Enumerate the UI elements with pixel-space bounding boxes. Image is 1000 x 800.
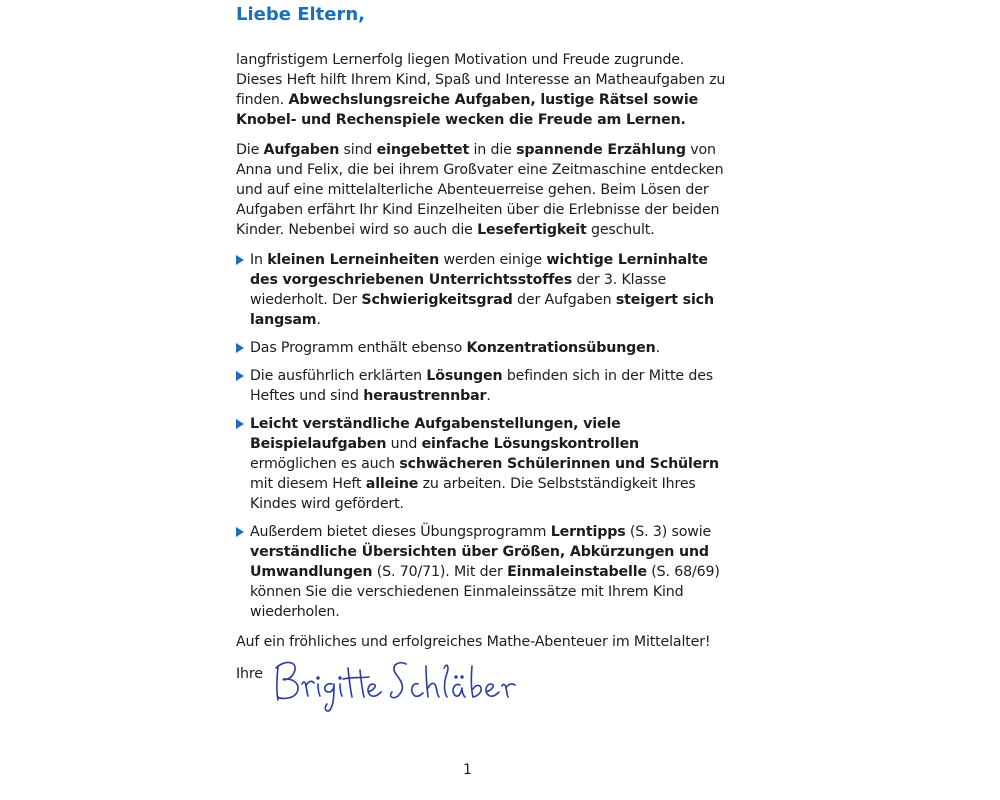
bold-segment: kleinen Lerneinheiten xyxy=(267,252,440,268)
list-item xyxy=(236,250,726,330)
bold-segment: steigert sich langsam xyxy=(250,292,714,328)
bold-segment: einfache Lösungskontrollen xyxy=(421,436,639,452)
bold-segment: Schwierigkeitsgrad xyxy=(361,292,513,308)
bold-segment: Lesefertigkeit xyxy=(477,222,587,238)
list-item xyxy=(236,522,726,622)
text-segment: werden einige xyxy=(439,252,547,268)
bold-segment: Lösungen xyxy=(426,368,503,384)
bold-segment: spannende Erzählung xyxy=(516,142,686,158)
text-segment: (S. 68/69) können Sie die verschiedenen Einmaleinssätze mit Ihrem Kind wiederholen. xyxy=(250,564,720,620)
bold-segment: Konzentrationsübungen xyxy=(466,340,656,356)
story-paragraph xyxy=(236,140,726,240)
page-heading: Liebe Eltern, xyxy=(236,4,366,25)
bold-segment: Einmaleinstabelle xyxy=(507,564,647,580)
bold-segment: Lerntipps xyxy=(550,524,626,540)
bold-segment: alleine xyxy=(365,476,419,492)
bold-segment: Leicht verständliche Aufgabenstellungen, viele Beispielaufgaben xyxy=(250,416,621,452)
text-segment: In xyxy=(250,252,268,268)
bold-segment: Abwechslungsreiche Aufgaben, lustige Rätsel sowie Knobel- und Rechenspiele wecken die Freude am Lernen. xyxy=(236,92,699,128)
text-segment: langfristigem Lernerfolg liegen Motivation und Freude zugrunde. Dieses Heft hilft Ihrem Kind, Spaß und Interesse an Matheaufgaben zu finden. xyxy=(236,52,726,108)
feature-list xyxy=(236,250,726,622)
list-item xyxy=(236,338,726,358)
handwritten-signature xyxy=(272,654,522,714)
text-segment: und xyxy=(386,436,422,452)
bold-segment: wichtige Lerninhalte des vorgeschriebenen Unterrichtsstoffes xyxy=(250,252,708,288)
bullet-arrow-icon xyxy=(236,343,244,353)
text-segment: der Aufgaben xyxy=(512,292,616,308)
sign-label: Ihre xyxy=(236,666,263,682)
text-segment: von Anna und Felix, die bei ihrem Großvater eine Zeitmaschine entdecken und auf eine mittelalterliche Abenteuerreise gehen. Beim Lösen der Aufgaben erfährt Ihr Kind Einzelheiten über die Erlebnisse der beiden Kinder. Nebenbei wird so auch die xyxy=(236,142,724,238)
bold-segment: eingebettet xyxy=(376,142,470,158)
closing-paragraph: Auf ein fröhliches und erfolgreiches Mathe-Abenteuer im Mittelalter! xyxy=(236,634,711,650)
bullet-arrow-icon xyxy=(236,527,244,537)
text-segment: geschult. xyxy=(586,222,655,238)
signature-block xyxy=(236,662,726,722)
bold-segment: heraustrennbar xyxy=(363,388,487,404)
text-segment: (S. 3) sowie xyxy=(625,524,712,540)
list-item xyxy=(236,414,726,514)
text-segment: ermöglichen es auch xyxy=(250,456,400,472)
text-segment: (S. 70/71). Mit der xyxy=(372,564,508,580)
text-segment: . xyxy=(655,340,660,356)
bullet-arrow-icon xyxy=(236,419,244,429)
bullet-arrow-icon xyxy=(236,371,244,381)
bold-segment: verständliche Übersichten über Größen, Abkürzungen und Umwandlungen xyxy=(250,544,709,580)
text-segment: Außerdem bietet dieses Übungsprogramm xyxy=(250,524,551,540)
text-segment: zu arbeiten. Die Selbstständigkeit Ihres Kindes wird gefördert. xyxy=(250,476,696,512)
text-segment: befinden sich in der Mitte des Heftes und sind xyxy=(250,368,714,404)
letter-body xyxy=(236,50,726,722)
bullet-arrow-icon xyxy=(236,255,244,265)
text-segment: sind xyxy=(339,142,377,158)
page-number: 1 xyxy=(463,762,472,778)
bold-segment: schwächeren Schülerinnen und Schülern xyxy=(399,456,719,472)
list-item xyxy=(236,366,726,406)
text-segment: der 3. Klasse wiederholt. Der xyxy=(250,272,667,308)
text-segment: Das Programm enthält ebenso xyxy=(250,340,467,356)
text-segment: mit diesem Heft xyxy=(250,476,366,492)
text-segment: . xyxy=(486,388,491,404)
intro-paragraph xyxy=(236,50,726,130)
text-segment: Die ausführlich erklärten xyxy=(250,368,427,384)
text-segment: in die xyxy=(469,142,517,158)
text-segment: Die xyxy=(236,142,264,158)
text-segment: . xyxy=(316,312,321,328)
bold-segment: Aufgaben xyxy=(263,142,340,158)
